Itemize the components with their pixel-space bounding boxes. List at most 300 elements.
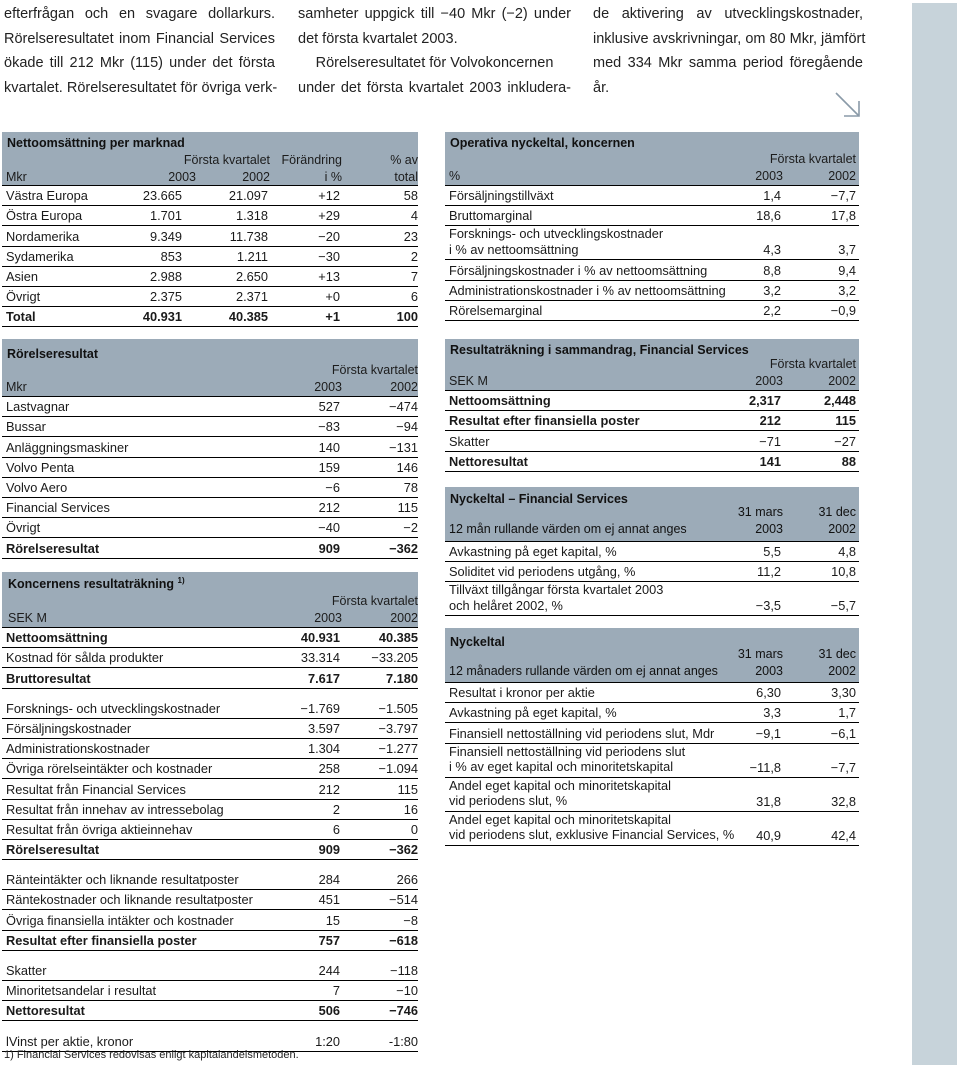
table-row <box>2 267 418 287</box>
col-head-year: 2003 <box>755 374 783 388</box>
cell-value: 7 <box>332 983 340 999</box>
table-row <box>2 1001 418 1021</box>
col-head-date: 31 dec <box>818 647 856 661</box>
intro-line: ökade till 212 Mkr (115) under det första <box>4 55 275 71</box>
row-label-line: i % av nettoomsättning <box>449 241 579 257</box>
row-label: Total <box>6 309 36 325</box>
cell-value: 266 <box>396 872 418 888</box>
table-row <box>445 431 859 451</box>
cell-value: 32,8 <box>831 793 856 809</box>
cell-value: 11,2 <box>757 564 781 580</box>
intro-line: de aktivering av utvecklingskostnader, <box>593 6 863 22</box>
cell-value: −2 <box>403 520 418 536</box>
table-row <box>445 723 859 743</box>
cell-value: 212 <box>318 781 340 797</box>
row-label: Bruttomarginal <box>449 208 533 224</box>
table-row <box>445 683 859 703</box>
table-title: Nyckeltal <box>450 635 505 649</box>
intro-column-3 <box>593 2 866 100</box>
table-row <box>2 186 418 206</box>
col-head-unit: 12 mån rullande värden om ej annat anges <box>449 522 687 536</box>
table-column-header <box>2 592 418 628</box>
row-label: Soliditet vid periodens utgång, % <box>449 564 636 580</box>
cell-value: +29 <box>318 208 340 224</box>
row-label: Rörelseresultat <box>6 540 100 556</box>
row-spacer <box>2 689 418 699</box>
table-row <box>2 800 418 820</box>
table-body <box>445 391 859 472</box>
row-label: Räntekostnader och liknande resultatposter <box>6 892 253 908</box>
cell-value: 506 <box>318 1003 340 1019</box>
row-label <box>449 812 734 843</box>
cell-value: 2 <box>410 248 418 264</box>
cell-value: −131 <box>389 439 418 455</box>
row-label-line: och helåret 2002, % <box>449 597 563 613</box>
table-body <box>445 542 859 616</box>
col-head-year: 2003 <box>168 170 196 184</box>
cell-value: −10 <box>396 983 418 999</box>
intro-line: kvartalet. Rörelseresultatet för övriga verk- <box>4 79 278 96</box>
intro-line: med 334 Mkr samma period föregående <box>593 55 863 71</box>
table-row <box>2 417 418 437</box>
table-row <box>2 247 418 267</box>
row-label: Övriga finansiella intäkter och kostnader <box>6 912 234 928</box>
cell-value: 140 <box>318 439 340 455</box>
cell-value: −362 <box>389 540 418 556</box>
row-label: Avkastning på eget kapital, % <box>449 544 617 560</box>
cell-value: −5,7 <box>830 598 856 614</box>
table-row <box>2 931 418 951</box>
cell-value: −20 <box>318 228 340 244</box>
row-label: Avkastning på eget kapital, % <box>449 705 617 721</box>
cell-value: 451 <box>318 892 340 908</box>
row-label-line: Andel eget kapital och minoritetskapital <box>449 777 671 793</box>
row-label: Resultat från övriga aktieinnehav <box>6 821 193 837</box>
cell-value: 7 <box>410 268 418 284</box>
table-row <box>2 437 418 457</box>
row-label: Volvo Aero <box>6 479 68 495</box>
col-head-date: 31 dec <box>818 505 856 519</box>
table-row <box>2 759 418 779</box>
cell-value: 7.617 <box>307 670 340 686</box>
cell-value: 2,317 <box>748 393 781 409</box>
col-head-unit: SEK M <box>449 374 488 388</box>
table-title: Nyckeltal – Financial Services <box>450 492 628 506</box>
row-label-line: Forsknings- och utvecklingskostnader <box>449 226 664 242</box>
row-label: Bussar <box>6 419 46 435</box>
row-label: Västra Europa <box>6 188 88 204</box>
row-group <box>2 961 418 1022</box>
operating-kpi-table <box>445 132 859 321</box>
cell-value: 88 <box>841 453 856 469</box>
row-label: Resultat efter finansiella poster <box>449 413 640 429</box>
cell-value: 15 <box>325 912 340 928</box>
cell-value: −1.769 <box>300 700 340 716</box>
col-head-unit: SEK M <box>8 611 47 625</box>
cell-value: 40.385 <box>378 630 418 646</box>
cell-value: 2.375 <box>149 289 182 305</box>
row-label-line: i % av eget kapital och minoritetskapital <box>449 759 674 775</box>
cell-value: −83 <box>318 419 340 435</box>
cell-value: 2,2 <box>763 302 781 318</box>
cell-value: −94 <box>396 419 418 435</box>
row-label: Resultat från Financial Services <box>6 781 186 797</box>
cell-value: −7,7 <box>830 188 856 204</box>
table-row <box>2 628 418 648</box>
cell-value: −1.277 <box>378 741 418 757</box>
cell-value: 3,2 <box>763 282 781 298</box>
intro-line: Rörelseresultatet inom Financial Services <box>4 30 275 47</box>
table-row <box>2 648 418 668</box>
col-head-year: 2002 <box>828 522 856 536</box>
table-row <box>445 186 859 206</box>
row-label: Resultat i kronor per aktie <box>449 685 595 701</box>
cell-value: −474 <box>389 399 418 415</box>
col-head-year: 2002 <box>390 611 418 625</box>
table-title-text: Koncernens resultaträkning <box>8 577 175 592</box>
table-body <box>2 186 418 327</box>
table-column-header <box>445 150 859 186</box>
row-group <box>2 628 418 689</box>
row-label: Anläggningsmaskiner <box>6 439 129 455</box>
operating-income-table <box>2 339 418 559</box>
cell-value: 100 <box>396 309 418 325</box>
table-header-band <box>2 572 418 592</box>
cell-value: 1,7 <box>838 705 856 721</box>
table-row <box>445 703 859 723</box>
table-row <box>2 458 418 478</box>
cell-value: 244 <box>318 963 340 978</box>
cell-value: −618 <box>389 932 418 948</box>
cell-value: 1,4 <box>763 188 781 204</box>
cell-value: −514 <box>389 892 418 908</box>
cell-value: 212 <box>759 413 781 429</box>
row-label: Nordamerika <box>6 228 80 244</box>
cell-value: 31,8 <box>756 793 781 809</box>
row-label: Finansiell nettoställning vid periodens slut, Mdr <box>449 725 715 741</box>
cell-value: −3,5 <box>755 598 781 614</box>
table-row <box>445 744 859 778</box>
row-label <box>449 582 663 613</box>
table-row <box>2 870 418 890</box>
row-spacer <box>2 1021 418 1031</box>
col-head-year: 2003 <box>314 611 342 625</box>
cell-value: 1.304 <box>307 741 340 757</box>
intro-line: inklusive avskrivningar, om 80 Mkr, jämfört <box>593 30 866 47</box>
table-row <box>2 307 418 327</box>
cell-value: 78 <box>403 479 418 495</box>
cell-value: −118 <box>390 963 418 978</box>
table-row <box>445 452 859 472</box>
row-label: Volvo Penta <box>6 459 75 475</box>
cell-value: −3.797 <box>378 720 418 736</box>
cell-value: 3,3 <box>763 705 781 721</box>
col-head-change-unit: i % <box>324 170 342 184</box>
table-row <box>445 812 859 846</box>
market-sales-table <box>2 132 418 327</box>
cell-value: 40,9 <box>756 827 781 843</box>
cell-value: 40.385 <box>228 309 268 325</box>
row-label: Kostnad för sålda produkter <box>6 650 164 666</box>
col-head-year: 2003 <box>755 664 783 678</box>
side-band <box>912 3 957 1065</box>
cell-value: 58 <box>403 188 418 204</box>
col-head-period: Första kvartalet <box>331 594 418 608</box>
table-title: Rörelseresultat <box>7 347 99 361</box>
cell-value: +13 <box>318 268 340 284</box>
cell-value: 40.931 <box>300 630 340 646</box>
col-head-year: 2003 <box>755 522 783 536</box>
row-label: Övriga rörelseintäkter och kostnader <box>6 761 213 777</box>
table-row <box>445 778 859 812</box>
intro-line: år. <box>593 79 610 96</box>
row-label: Nettoomsättning <box>449 393 551 409</box>
col-head-year: 2003 <box>314 380 342 394</box>
row-label: Forsknings- och utvecklingskostnader <box>6 700 221 716</box>
cell-value: 9,4 <box>838 262 856 278</box>
cell-value: 115 <box>397 500 418 516</box>
row-label: Sydamerika <box>6 248 74 264</box>
cell-value: −6 <box>325 479 340 495</box>
row-label: Administrationskostnader i % av nettoomsättning <box>449 282 726 298</box>
col-head-unit: Mkr <box>6 170 27 184</box>
table-row <box>2 206 418 226</box>
cell-value: −40 <box>318 520 340 536</box>
cell-value: −71 <box>759 433 781 449</box>
cell-value: 23.665 <box>142 188 182 204</box>
row-group <box>2 699 418 861</box>
col-head-period: Första kvartalet <box>769 357 856 371</box>
row-label <box>449 226 663 257</box>
table-row <box>445 301 859 321</box>
table-row <box>2 961 418 981</box>
row-label: Lastvagnar <box>6 399 70 415</box>
footnote-marker: 1) <box>177 576 185 585</box>
table-header-band <box>2 132 418 150</box>
table-row <box>2 910 418 930</box>
cell-value: −27 <box>834 433 856 449</box>
cell-value: 115 <box>397 781 418 797</box>
row-label: Försäljningstillväxt <box>449 188 554 204</box>
row-label: Försäljningskostnader <box>6 720 132 736</box>
cell-value: 2.371 <box>235 289 268 305</box>
cell-value: −9,1 <box>755 725 781 741</box>
cell-value: 284 <box>318 872 340 888</box>
table-row <box>2 981 418 1001</box>
table-title: Operativa nyckeltal, koncernen <box>450 136 635 150</box>
cell-value: −8 <box>403 912 418 928</box>
cell-value: 1:20 <box>315 1033 340 1049</box>
cell-value: 909 <box>318 842 340 858</box>
row-label: Övrigt <box>6 289 41 305</box>
intro-line: Rörelseresultatet för Volvokoncernen <box>315 55 554 71</box>
row-label: Financial Services <box>6 500 110 516</box>
table-row <box>2 719 418 739</box>
col-head-year: 2002 <box>828 374 856 388</box>
cell-value: 6 <box>410 289 418 305</box>
row-label: Nettoresultat <box>6 1003 85 1019</box>
row-group <box>2 870 418 951</box>
col-head-share: % av <box>390 153 418 167</box>
col-head-share-unit: total <box>394 170 418 184</box>
col-head-period: Första kvartalet <box>331 363 418 377</box>
row-spacer <box>2 951 418 961</box>
cell-value: −362 <box>389 842 418 858</box>
table-row <box>2 226 418 246</box>
cell-value: 4,3 <box>763 242 781 258</box>
cell-value: −1.094 <box>378 761 418 777</box>
row-label: Skatter <box>6 963 47 978</box>
cell-value: 2 <box>332 801 340 817</box>
col-head-unit: Mkr <box>6 380 27 394</box>
table-row <box>2 478 418 498</box>
col-head-date: 31 mars <box>737 647 783 661</box>
cell-value: −11,8 <box>749 759 781 775</box>
intro-column-2 <box>298 2 571 100</box>
cell-value: 146 <box>396 459 418 475</box>
cell-value: 527 <box>318 399 340 415</box>
table-row <box>445 281 859 301</box>
table-title <box>8 576 185 591</box>
cell-value: 3,7 <box>838 242 856 258</box>
table-title: Nettoomsättning per marknad <box>7 136 185 150</box>
table-header-band <box>445 339 859 357</box>
table-row <box>445 206 859 226</box>
row-label: Östra Europa <box>6 208 83 224</box>
col-head-period: Första kvartalet <box>769 152 856 166</box>
cell-value: 33.314 <box>300 650 340 666</box>
table-row <box>2 739 418 759</box>
row-label-line: Tillväxt tillgångar första kvartalet 2003 <box>449 582 664 598</box>
table-row <box>445 542 859 562</box>
row-spacer <box>2 860 418 870</box>
table-row <box>2 820 418 840</box>
cell-value: 4 <box>410 208 418 224</box>
cell-value: 853 <box>160 248 182 264</box>
table-row <box>445 260 859 280</box>
kpi-table <box>445 628 859 846</box>
row-label <box>449 778 671 809</box>
row-label: Försäljningskostnader i % av nettoomsättning <box>449 262 708 278</box>
table-row <box>445 562 859 582</box>
table-row <box>2 397 418 417</box>
cell-value: 9.349 <box>149 228 182 244</box>
row-label: Administrationskostnader <box>6 741 150 757</box>
cell-value: 1.701 <box>149 208 182 224</box>
row-label: Rörelsemarginal <box>449 302 543 318</box>
table-row <box>2 890 418 910</box>
row-label-line: Finansiell nettoställning vid periodens slut <box>449 743 686 759</box>
cell-value: 17,8 <box>831 208 856 224</box>
cell-value: 3.597 <box>307 720 340 736</box>
table-body <box>2 397 418 559</box>
col-head-year: 2002 <box>242 170 270 184</box>
cell-value: 4,8 <box>838 544 856 560</box>
cell-value: 40.931 <box>142 309 182 325</box>
cell-value: −0,9 <box>830 302 856 318</box>
row-label-line: Andel eget kapital och minoritetskapital <box>449 811 671 827</box>
cell-value: 11.738 <box>229 228 268 244</box>
row-label: Resultat från innehav av intressebolag <box>6 801 224 817</box>
table-header-band <box>445 628 859 682</box>
cell-value: 6,30 <box>756 685 781 701</box>
row-label <box>449 744 685 775</box>
cell-value: -1:80 <box>388 1033 418 1049</box>
table-row <box>2 287 418 307</box>
row-label: Ränteintäkter och liknande resultatposter <box>6 872 239 888</box>
cell-value: 6 <box>332 821 340 837</box>
cell-value: 3,2 <box>838 282 856 298</box>
row-label: Övrigt <box>6 520 41 536</box>
table-body <box>445 186 859 321</box>
row-label: Minoritetsandelar i resultat <box>6 983 157 999</box>
intro-line: under det första kvartalet 2003 inkludera- <box>298 79 571 96</box>
col-head-date: 31 mars <box>737 505 783 519</box>
cell-value: −746 <box>389 1003 418 1019</box>
table-column-header <box>2 363 418 397</box>
table-column-header <box>445 357 859 391</box>
cell-value: −33.205 <box>371 650 418 666</box>
cell-value: −30 <box>318 248 340 264</box>
cell-value: 8,8 <box>763 262 781 278</box>
col-head-unit: 12 månaders rullande värden om ej annat anges <box>449 664 718 678</box>
row-label: Skatter <box>449 433 490 449</box>
cell-value: 212 <box>318 500 340 516</box>
cell-value: 5,5 <box>763 544 781 560</box>
cell-value: 16 <box>403 801 418 817</box>
cell-value: 18,6 <box>756 208 781 224</box>
cell-value: 0 <box>410 821 418 837</box>
row-label: Nettoomsättning <box>6 630 108 646</box>
table-row <box>445 582 859 616</box>
col-head-year: 2002 <box>390 380 418 394</box>
table-row <box>445 411 859 431</box>
cell-value: 909 <box>318 540 340 556</box>
cell-value: 10,8 <box>831 564 856 580</box>
group-income-statement <box>2 572 418 1052</box>
col-head-period: Första kvartalet <box>183 153 270 167</box>
row-label: Asien <box>6 268 39 284</box>
cell-value: 757 <box>318 932 340 948</box>
cell-value: 21.097 <box>228 188 268 204</box>
table-row <box>2 538 418 558</box>
col-head-unit: % <box>449 169 461 183</box>
table-row <box>2 668 418 688</box>
cell-value: +12 <box>318 188 340 204</box>
table-header-band <box>445 487 859 541</box>
table-row <box>2 498 418 518</box>
cell-value: −6,1 <box>830 725 856 741</box>
row-label: Rörelseresultat <box>6 842 100 858</box>
table-row <box>445 226 859 260</box>
intro-line: efterfrågan och en svagare dollarkurs. <box>4 6 275 22</box>
table-header-band <box>445 132 859 150</box>
cell-value: 159 <box>318 459 340 475</box>
cell-value: 42,4 <box>831 827 856 843</box>
table-row <box>445 391 859 411</box>
cell-value: 1.211 <box>236 248 268 264</box>
row-label: lVinst per aktie, kronor <box>6 1033 134 1049</box>
row-label-line: vid periodens slut, % <box>449 793 568 809</box>
table-row <box>2 518 418 538</box>
cell-value: 7.180 <box>385 670 418 686</box>
intro-column-1 <box>4 2 278 100</box>
col-head-year: 2002 <box>828 169 856 183</box>
cell-value: 2.988 <box>149 268 182 284</box>
cell-value: 141 <box>759 453 781 469</box>
table-header-band <box>2 339 418 363</box>
table-body <box>2 628 418 1052</box>
